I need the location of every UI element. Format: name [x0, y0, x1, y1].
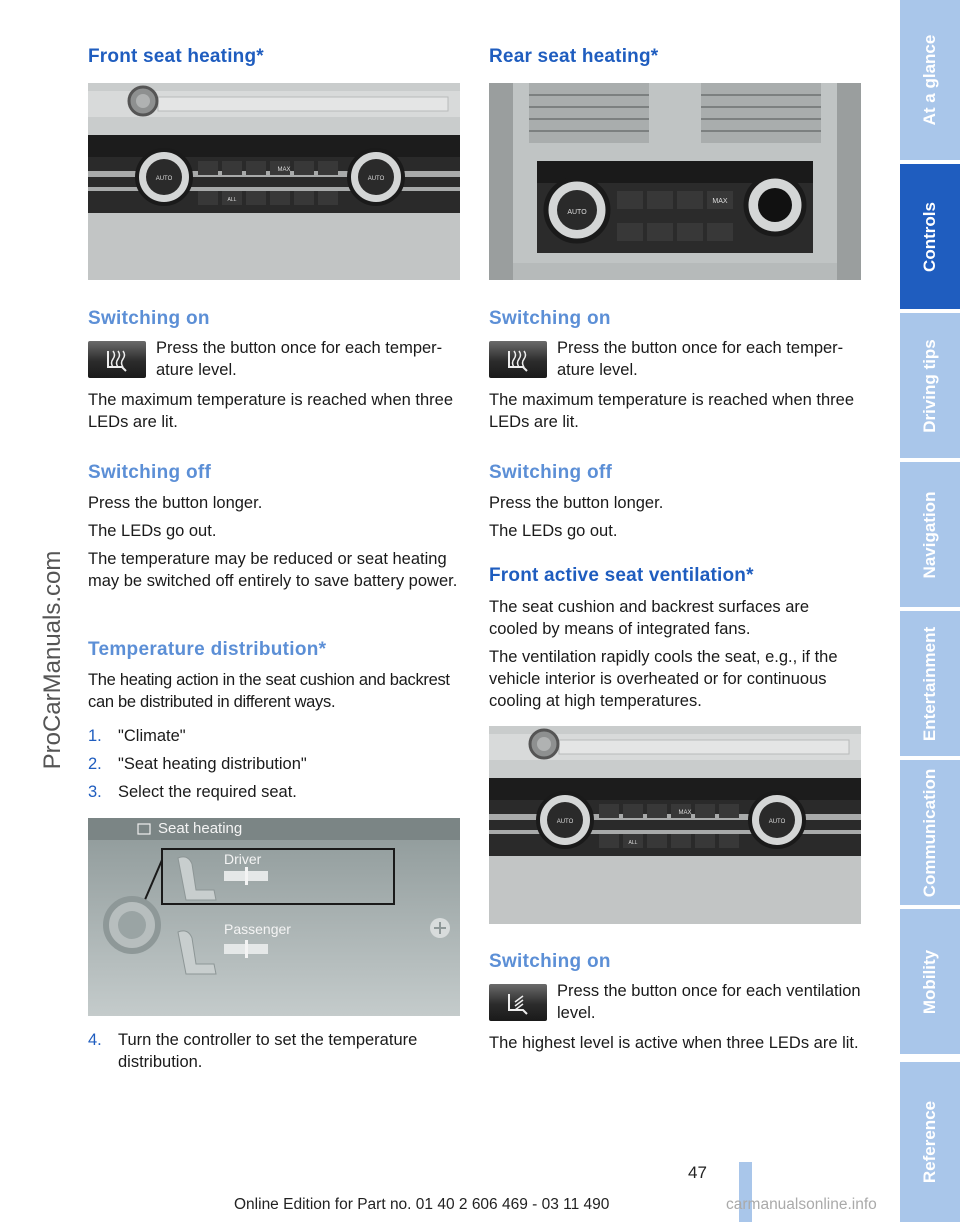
screen-driver-label: Driver — [224, 851, 262, 867]
rear-auto-label: AUTO — [567, 209, 587, 216]
tab-label: At a glance — [920, 34, 939, 126]
ventilation-panel-illustration — [489, 726, 861, 924]
left-battery-text: The temperature may be reduced or seat heating may be switched off entirely to save battery power. — [88, 550, 458, 590]
screen-passenger-label: Passenger — [224, 921, 291, 937]
temperature-distribution-heading: Temperature distribution* — [88, 639, 327, 660]
right-leds-out-text: The LEDs go out. — [489, 522, 618, 540]
distribution-step4 — [88, 1029, 460, 1073]
tab-navigation[interactable] — [900, 462, 960, 607]
tab-label: Mobility — [920, 949, 939, 1014]
tab-driving-tips[interactable] — [900, 313, 960, 458]
left-max-temp-text: The maximum temperature is reached when three LEDs are lit. — [88, 391, 453, 431]
seat-heating-screen-illustration — [88, 818, 460, 1016]
rear-max-label: MAX — [712, 198, 728, 205]
front-active-seat-ventilation-title: Front active seat ventilation* — [489, 565, 754, 586]
screen-title: Seat heating — [158, 820, 243, 837]
ventilation-p2: The ventilation rapidly cools the seat, e.g., if the vehicle interior is overheated or for continuous cooling at high temperatures. — [489, 648, 838, 710]
vent-all-label: ALL — [628, 840, 638, 846]
tab-entertainment[interactable] — [900, 611, 960, 756]
left-switching-on-heading: Switching on — [88, 308, 210, 329]
ventilation-switching-on-heading: Switching on — [489, 951, 611, 972]
step-text: "Seat heating distribution" — [118, 755, 307, 773]
seat-heating-icon — [88, 341, 146, 378]
rear-seat-heating-button-image — [489, 341, 547, 378]
tab-at-a-glance[interactable] — [900, 0, 960, 160]
left-press-longer-text: Press the button longer. — [88, 494, 263, 512]
panel-auto-label-right: AUTO — [367, 176, 385, 182]
chapter-sidebar — [900, 0, 960, 1222]
front-climate-panel-illustration — [88, 83, 460, 280]
step-text: "Climate" — [118, 727, 186, 745]
tab-reference[interactable] — [900, 1062, 960, 1222]
seat-heating-button-image — [88, 341, 146, 378]
front-climate-panel-photo — [88, 83, 460, 280]
footer-edition-text: Online Edition for Part no. 01 40 2 606 469 - 03 11 490 — [234, 1196, 610, 1213]
step-text: Turn the controller to set the temperature distribution. — [118, 1031, 418, 1071]
step-item — [88, 781, 460, 803]
ventilation-instruction: Press the button once for each ventilation level. — [557, 982, 861, 1022]
tab-label: Controls — [920, 201, 939, 272]
step-item — [88, 1029, 460, 1073]
step-number: 3. — [88, 783, 102, 801]
left-leds-out-text: The LEDs go out. — [88, 522, 217, 540]
page-number: 47 — [688, 1163, 707, 1182]
panel-auto-label-left: AUTO — [155, 176, 173, 182]
vent-auto-label-right: AUTO — [768, 819, 786, 825]
rear-climate-panel-photo — [489, 83, 861, 280]
right-switching-on-instruction: Press the button once for each temperature level. — [557, 339, 844, 379]
panel-all-label: ALL — [227, 197, 237, 203]
step-number: 1. — [88, 727, 102, 745]
step-number: 4. — [88, 1031, 102, 1049]
ventilation-highest-level-text: The highest level is active when three LEDs are lit. — [489, 1034, 859, 1052]
tab-mobility[interactable] — [900, 909, 960, 1054]
tab-controls[interactable] — [900, 164, 960, 309]
tab-label: Entertainment — [920, 626, 939, 741]
step-number: 2. — [88, 755, 102, 773]
panel-max-label: MAX — [277, 167, 291, 173]
ventilation-p1: The seat cushion and backrest surfaces are cooled by means of integrated fans. — [489, 598, 810, 638]
seat-heating-screen-image — [88, 818, 460, 1016]
tab-label: Navigation — [920, 491, 939, 578]
right-max-temp-text: The maximum temperature is reached when three LEDs are lit. — [489, 391, 854, 431]
distribution-steps-list — [88, 725, 460, 803]
watermark-text: ProCarManuals.com — [39, 550, 66, 770]
footer-site-text: carmanualsonline.info — [726, 1196, 877, 1213]
seat-ventilation-button-image — [489, 984, 547, 1021]
distribution-intro-text: The heating action in the seat cushion and backrest can be distributed in different ways. — [88, 671, 450, 711]
step-item — [88, 753, 460, 775]
tab-label: Reference — [920, 1100, 939, 1184]
right-press-longer-text: Press the button longer. — [489, 494, 664, 512]
seat-heating-icon — [489, 341, 547, 378]
left-switching-on-instruction: Press the button once for each temperature level. — [156, 339, 443, 379]
ventilation-panel-photo — [489, 726, 861, 924]
right-switching-on-heading: Switching on — [489, 308, 611, 329]
left-switching-off-heading: Switching off — [88, 462, 212, 483]
tab-label: Communication — [920, 768, 939, 897]
right-switching-off-heading: Switching off — [489, 462, 613, 483]
step-text: Select the required seat. — [118, 783, 297, 801]
tab-label: Driving tips — [920, 338, 939, 433]
rear-seat-heating-title: Rear seat heating* — [489, 46, 659, 67]
seat-ventilation-icon — [489, 984, 547, 1021]
tab-communication[interactable] — [900, 760, 960, 905]
vent-max-label: MAX — [678, 810, 692, 816]
vent-auto-label-left: AUTO — [556, 819, 574, 825]
front-seat-heating-title: Front seat heating* — [88, 46, 264, 67]
step-item — [88, 725, 460, 747]
rear-climate-panel-illustration — [489, 83, 861, 280]
